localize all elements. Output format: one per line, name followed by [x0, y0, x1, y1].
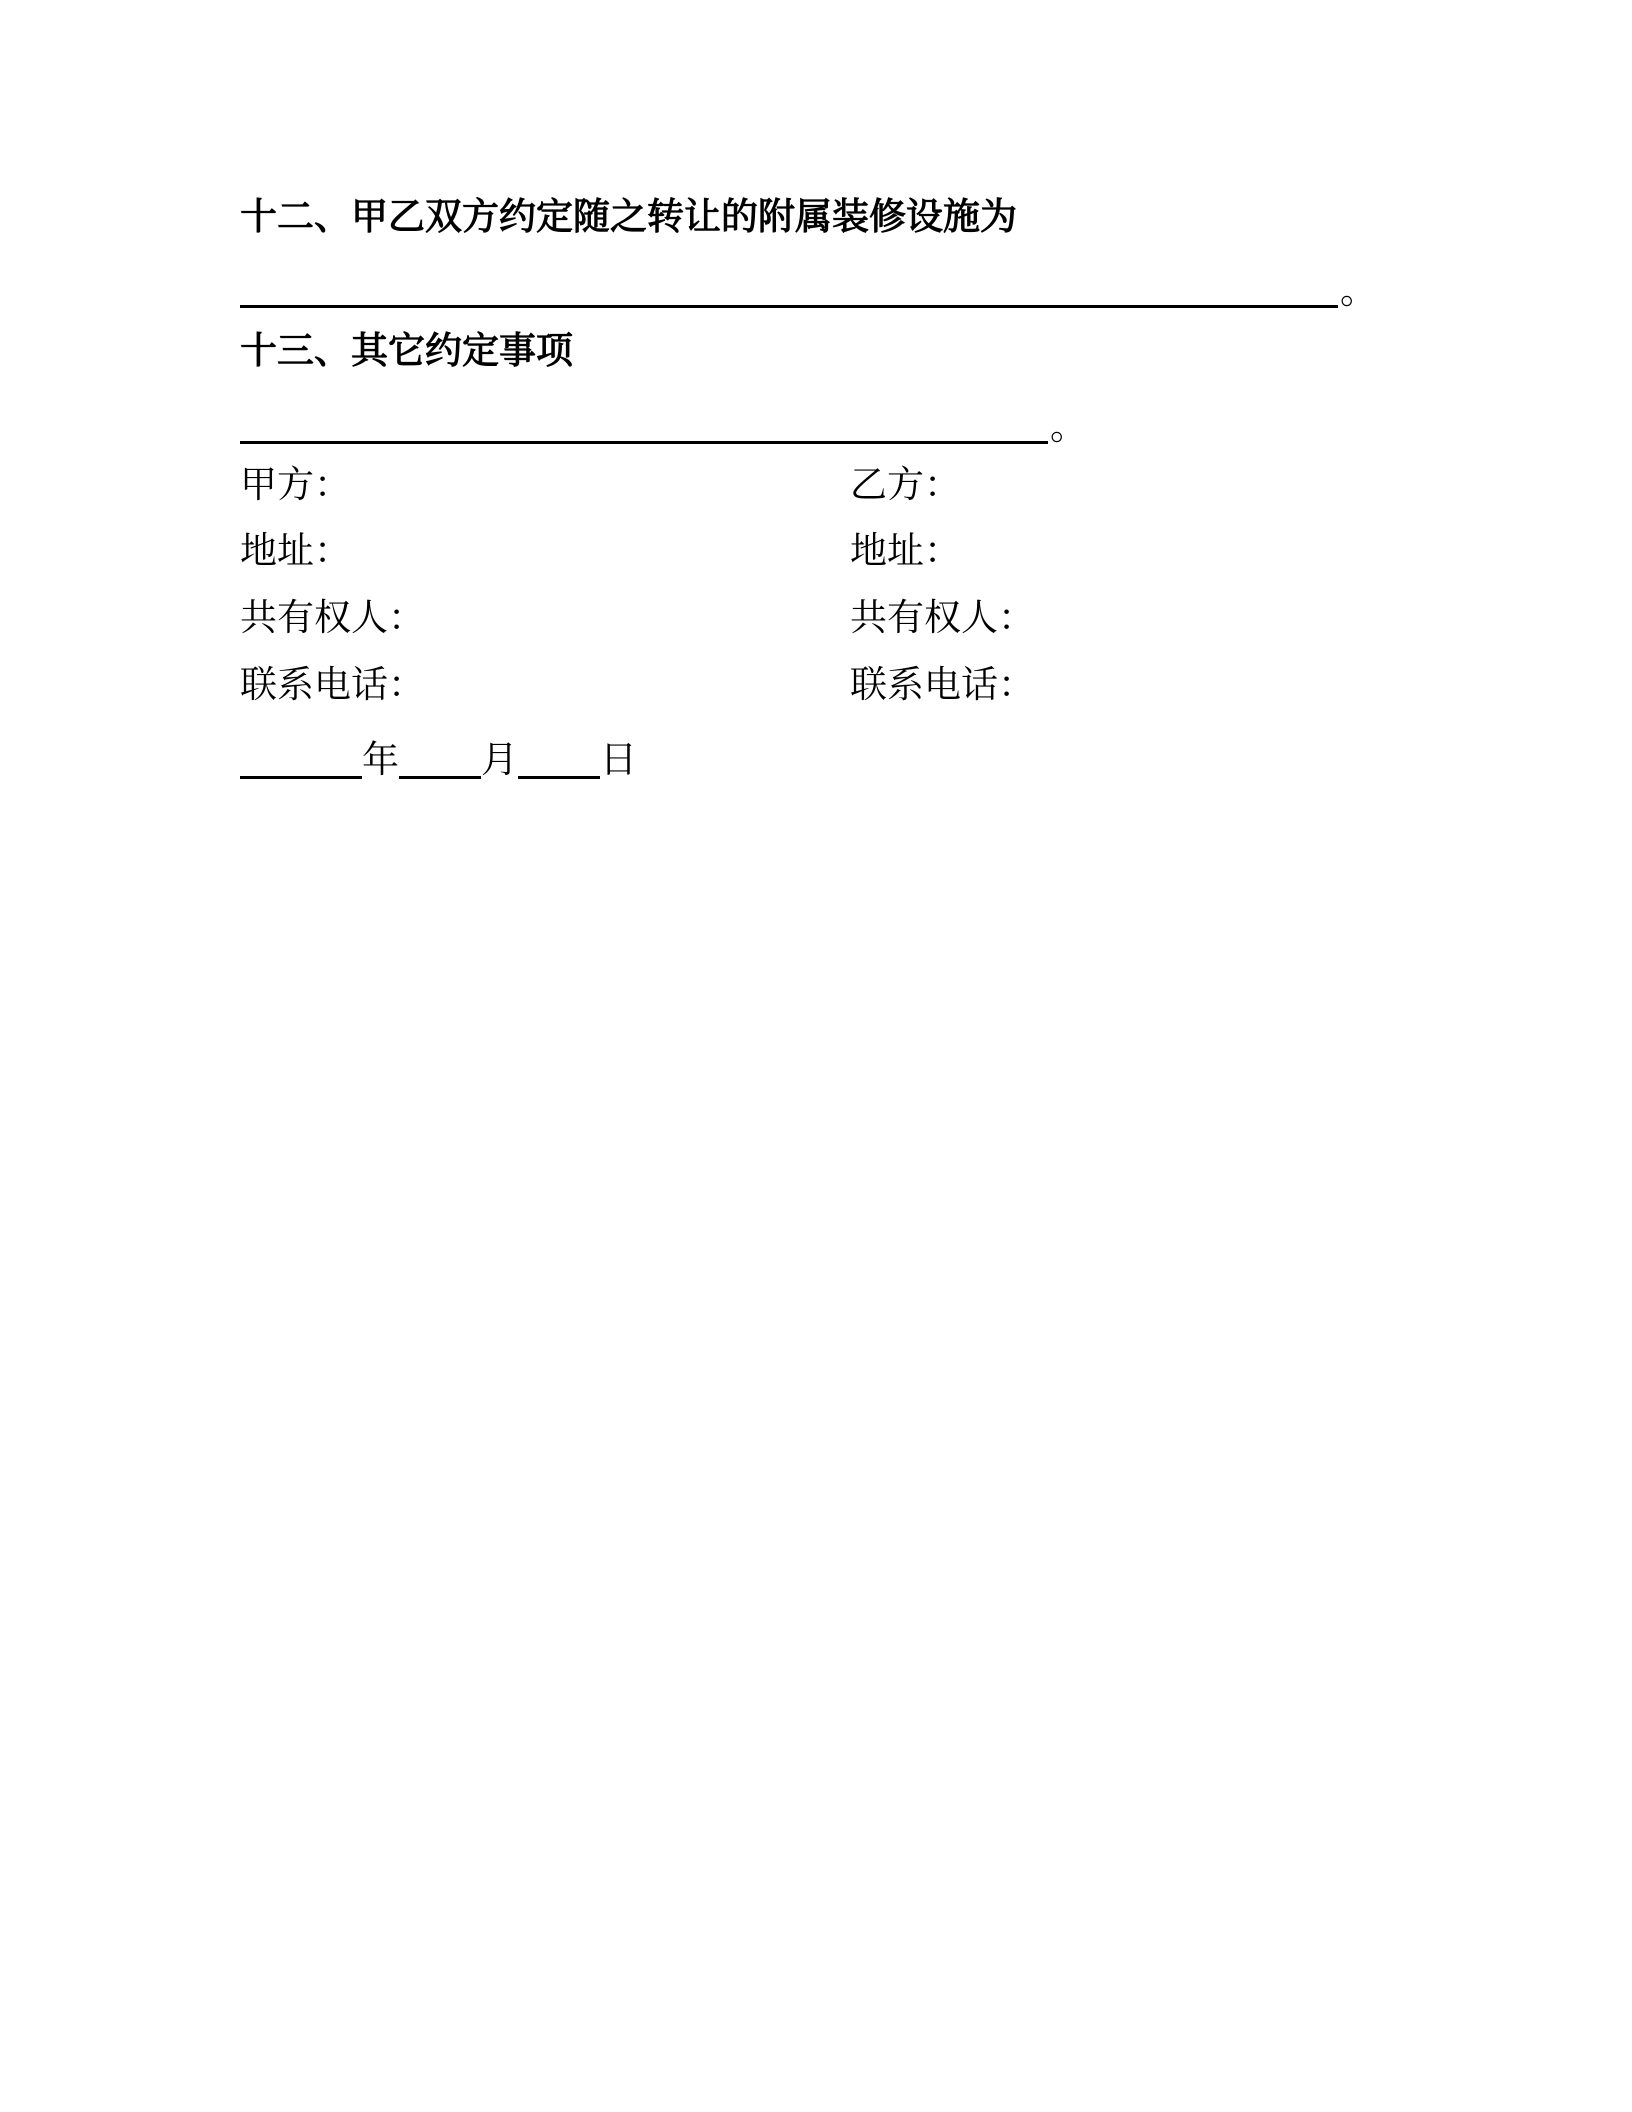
clause-13-fill-line [240, 402, 1087, 452]
clause-12-heading: 十二、甲乙双方约定随之转让的附属装修设施为 [240, 195, 1017, 238]
day-label: 日 [600, 738, 637, 781]
clause-12-fill-line [240, 266, 1377, 316]
party-b-label: 乙方： [850, 463, 961, 506]
party-b-address-label: 地址： [850, 529, 961, 572]
party-b-phone-label: 联系电话： [850, 663, 1035, 706]
fill-in-blank-line [240, 305, 1338, 308]
year-blank [240, 776, 362, 779]
month-label: 月 [481, 738, 518, 781]
fill-in-blank-line [240, 441, 1048, 444]
clause-12-end-mark: 。 [1340, 269, 1377, 312]
party-a-co-owner-label: 共有权人： [240, 596, 425, 639]
clause-13-end-mark: 。 [1050, 405, 1087, 448]
party-a-label: 甲方： [240, 463, 351, 506]
signing-date [240, 733, 637, 785]
clause-13-heading: 十三、其它约定事项 [240, 329, 573, 372]
party-b-co-owner-label: 共有权人： [850, 596, 1035, 639]
party-a-phone-label: 联系电话： [240, 663, 425, 706]
month-blank [399, 776, 481, 779]
day-blank [518, 776, 600, 779]
year-label: 年 [362, 738, 399, 781]
party-a-address-label: 地址： [240, 529, 351, 572]
